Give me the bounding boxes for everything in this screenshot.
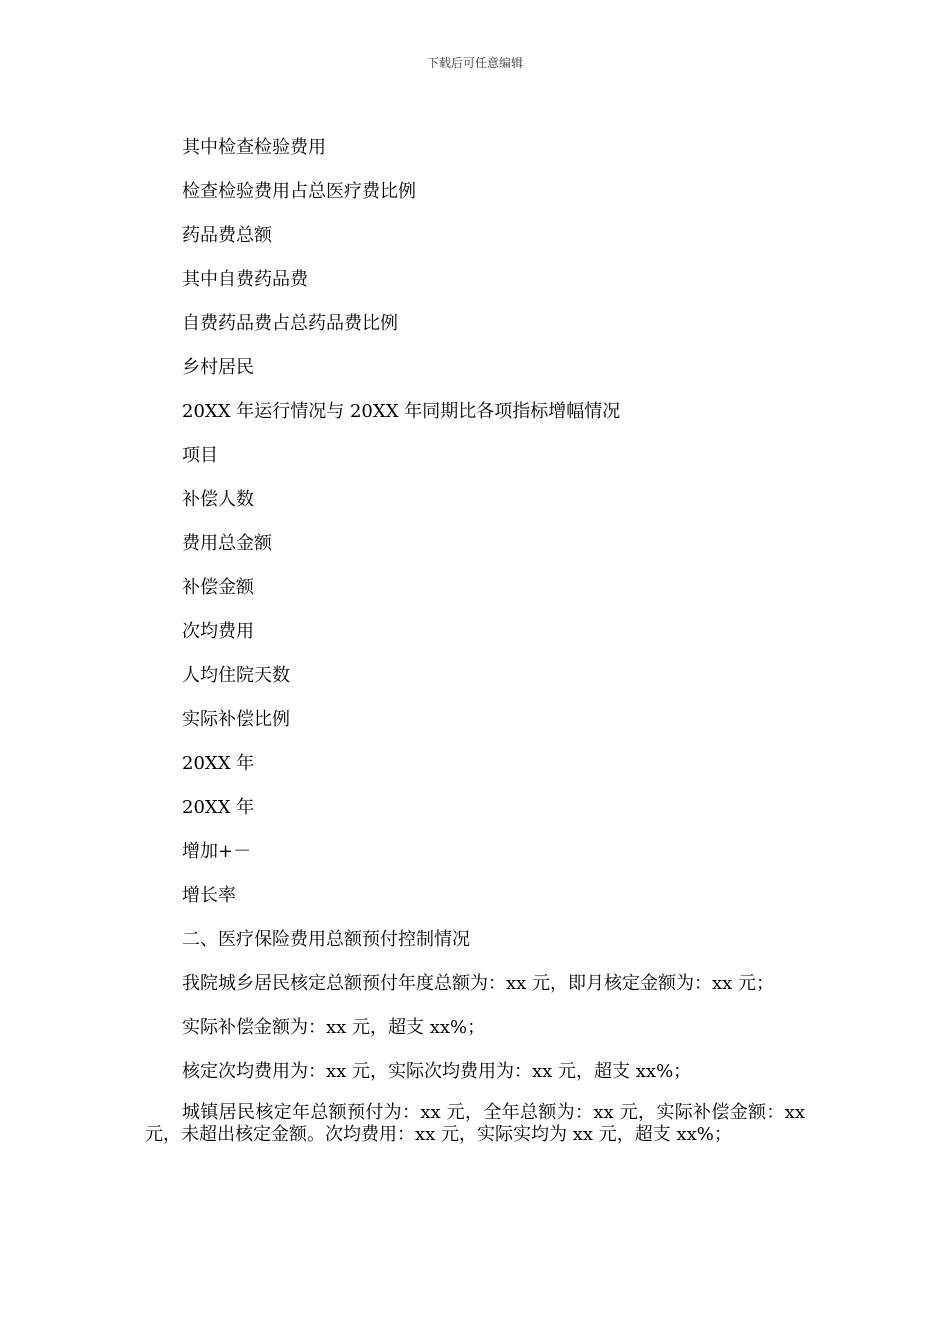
text-line: 费用总金额 [182, 533, 272, 554]
text-line: 我院城乡居民核定总额预付年度总额为：xx 元，即月核定金额为：xx 元； [182, 973, 775, 994]
text-line: 检查检验费用占总医疗费比例 [182, 181, 416, 202]
text-line: 乡村居民 [182, 357, 254, 378]
text-line: 项目 [182, 445, 218, 466]
section-heading: 二、医疗保险费用总额预付控制情况 [182, 929, 470, 950]
text-line: 自费药品费占总药品费比例 [182, 313, 398, 334]
document-body [145, 134, 805, 1146]
text-line: 20XX 年 [182, 753, 255, 774]
text-line: 其中自费药品费 [182, 269, 308, 290]
page-header: 下载后可任意编辑 [426, 56, 523, 70]
text-line: 补偿金额 [182, 577, 254, 598]
text-line: 增加+－ [182, 841, 252, 862]
text-line: 20XX 年 [182, 797, 255, 818]
text-line: 人均住院天数 [182, 665, 290, 686]
text-line: 药品费总额 [182, 225, 272, 246]
text-line: 次均费用 [182, 621, 254, 642]
text-line: 核定次均费用为：xx 元，实际次均费用为：xx 元，超支 xx%； [182, 1061, 692, 1082]
text-line: 实际补偿金额为：xx 元，超支 xx%； [182, 1017, 486, 1038]
text-line: 其中检查检验费用 [182, 137, 326, 158]
section-title: 20XX 年运行情况与 20XX 年同期比各项指标增幅情况 [182, 401, 621, 422]
text-line: 增长率 [182, 885, 236, 906]
text-line: 实际补偿比例 [182, 709, 290, 730]
text-line: 补偿人数 [182, 489, 254, 510]
final-paragraph: 城镇居民核定年总额预付为：xx 元，全年总额为：xx 元，实际补偿金额：xx 元，未超出核定金额。次均费用：xx 元，实际实均为 xx 元，超支 xx%； [145, 1102, 805, 1145]
